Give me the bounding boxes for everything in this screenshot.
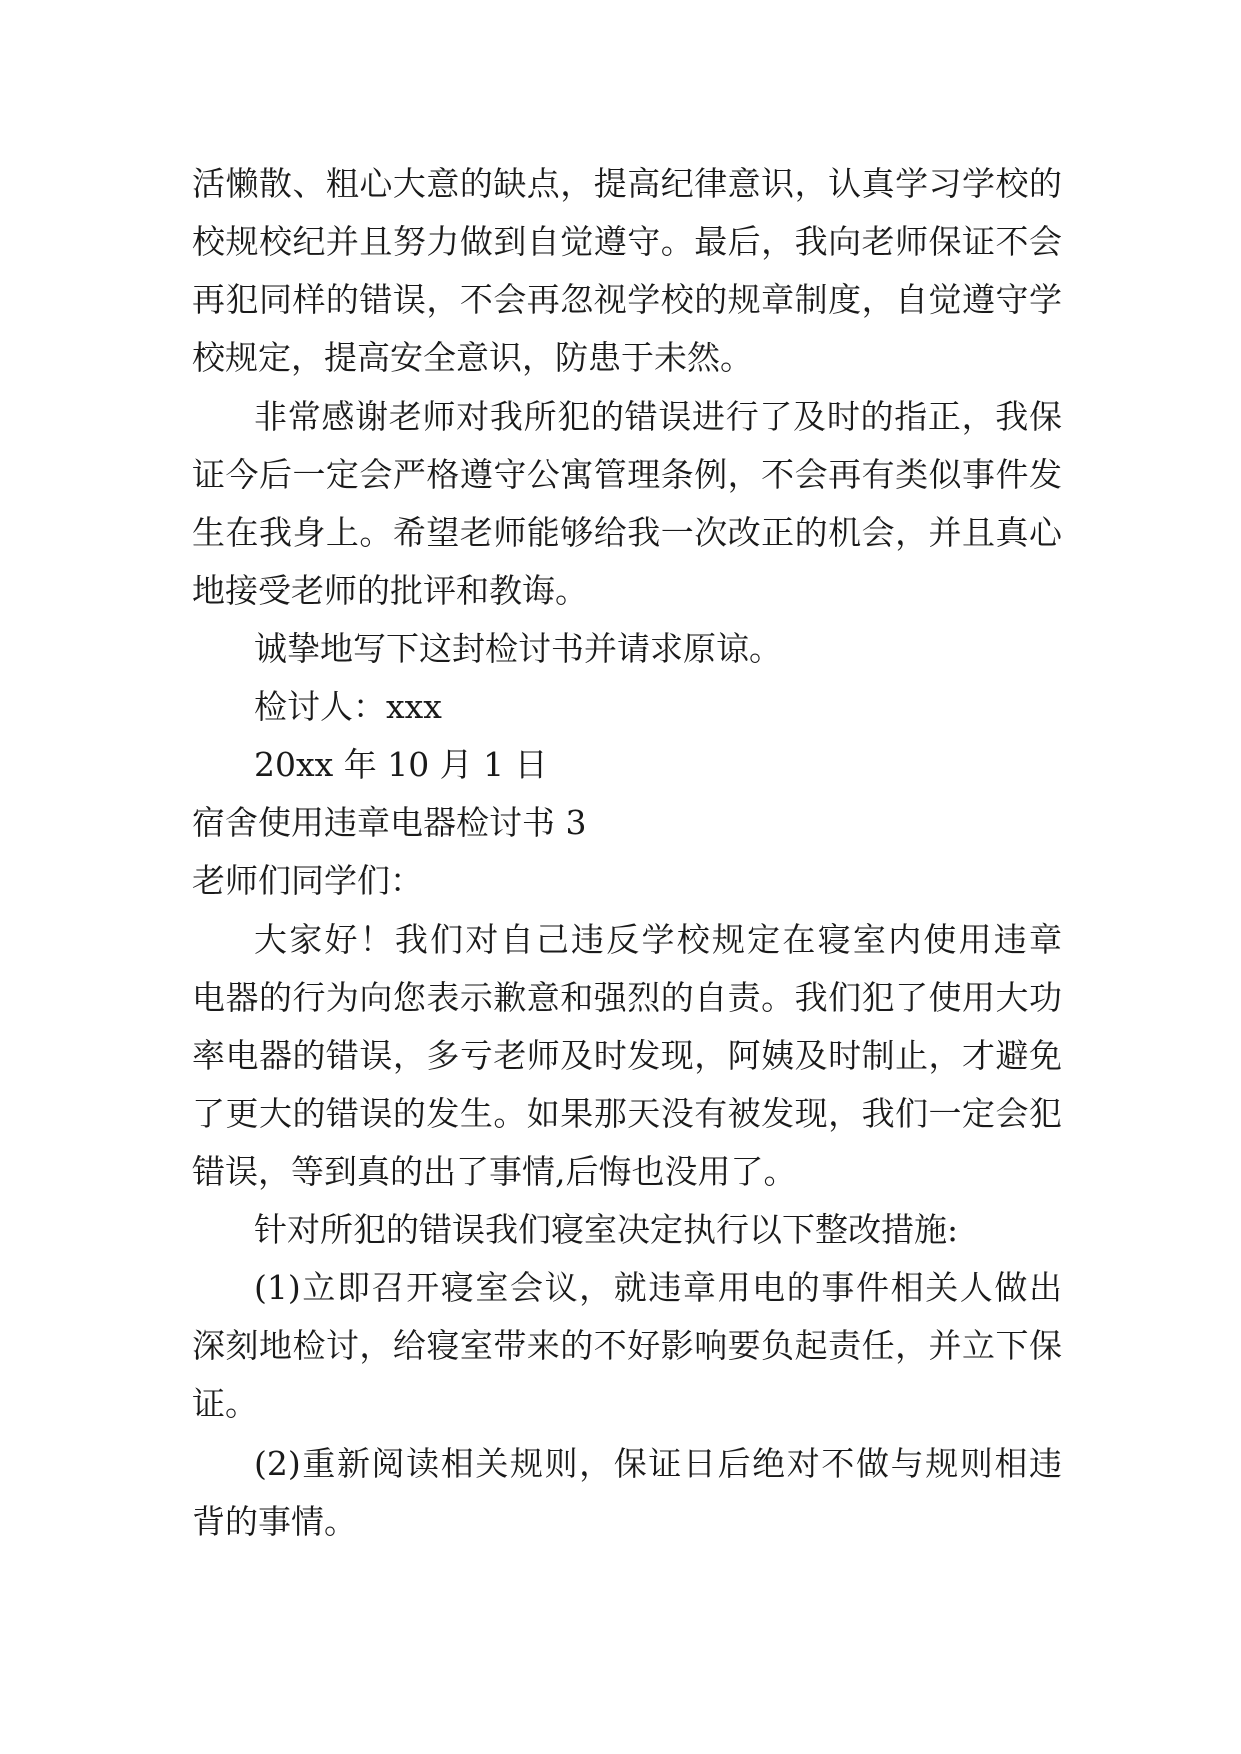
text-line: 证。: [192, 1384, 258, 1423]
section-title: 宿舍使用违章电器检讨书 3: [192, 803, 587, 842]
text-line: 证今后一定会严格遵守公寓管理条例，不会再有类似事件发: [192, 455, 1062, 494]
text-line: 针对所犯的错误我们寝室决定执行以下整改措施:: [254, 1210, 959, 1249]
text-line: 生在我身上。希望老师能够给我一次改正的机会，并且真心: [192, 513, 1062, 552]
text-line: 诚挚地写下这封检讨书并请求原谅。: [254, 629, 782, 668]
list-item: (2)重新阅读相关规则，保证日后绝对不做与规则相违: [254, 1444, 1062, 1483]
text-line: 错误，等到真的出了事情,后悔也没用了。: [192, 1152, 797, 1191]
text-line: 再犯同样的错误，不会再忽视学校的规章制度，自觉遵守学: [192, 280, 1062, 319]
text-line: 背的事情。: [192, 1502, 357, 1541]
text-line: 了更大的错误的发生。如果那天没有被发现，我们一定会犯: [192, 1094, 1062, 1133]
signature-line: 检讨人：xxx: [254, 687, 442, 726]
text-line: 深刻地检讨，给寝室带来的不好影响要负起责任，并立下保: [192, 1326, 1062, 1365]
text-line: 活懒散、粗心大意的缺点，提高纪律意识，认真学习学校的: [192, 164, 1062, 203]
text-line: 地接受老师的批评和教诲。: [192, 571, 588, 610]
text-line: 非常感谢老师对我所犯的错误进行了及时的指正，我保: [254, 397, 1062, 436]
text-line: 电器的行为向您表示歉意和强烈的自责。我们犯了使用大功: [192, 978, 1062, 1017]
text-line: 校规校纪并且努力做到自觉遵守。最后，我向老师保证不会: [192, 222, 1062, 261]
list-item: (1)立即召开寝室会议，就违章用电的事件相关人做出: [254, 1268, 1062, 1307]
text-line: 率电器的错误，多亏老师及时发现，阿姨及时制止，才避免: [192, 1036, 1062, 1075]
text-line: 大家好！我们对自己违反学校规定在寝室内使用违章: [254, 920, 1062, 959]
date-line: 20xx 年 10 月 1 日: [254, 745, 548, 784]
salutation: 老师们同学们：: [192, 861, 423, 900]
text-line: 校规定，提高安全意识，防患于未然。: [192, 338, 753, 377]
